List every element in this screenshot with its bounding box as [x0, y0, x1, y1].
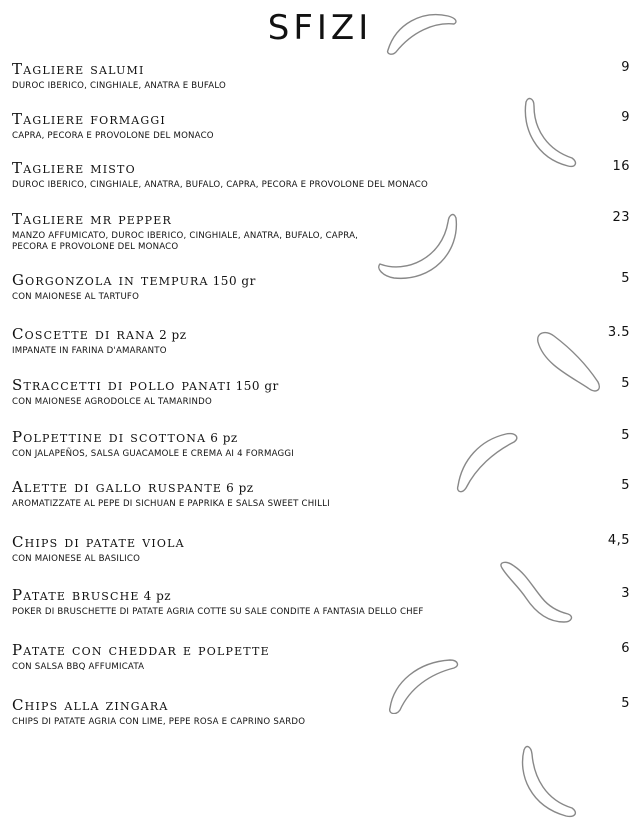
chili-pepper-icon	[516, 744, 586, 822]
chili-pepper-icon	[496, 560, 574, 626]
item-price: 5	[621, 428, 630, 443]
item-description: CHIPS DI PATATE AGRIA CON LIME, PEPE ROSA E CAPRINO SARDO	[12, 717, 306, 727]
item-price: 6	[621, 641, 630, 656]
item-price: 5	[621, 478, 630, 493]
item-description: POKER DI BRUSCHETTE DI PATATE AGRIA COTTE SU SALE CONDITE A FANTASIA DELLO CHEF	[12, 607, 424, 617]
item-description: CAPRA, PECORA E PROVOLONE DEL MONACO	[12, 131, 214, 141]
item-price: 5	[621, 696, 630, 711]
item-description: AROMATIZZATE AL PEPE DI SICHUAN E PAPRIKA E SALSA SWEET CHILLI	[12, 499, 330, 509]
chili-pepper-icon	[376, 208, 462, 284]
item-name: Tagliere formaggi	[12, 110, 166, 128]
item-name: Chips di patate viola	[12, 533, 185, 551]
item-name: Gorgonzola in tempura 150 gr	[12, 271, 256, 289]
item-name: Tagliere mr pepper	[12, 210, 172, 228]
item-description: CON JALAPEÑOS, SALSA GUACAMOLE E CREMA AI 4 FORMAGGI	[12, 449, 294, 459]
item-name: Chips alla zingara	[12, 696, 169, 714]
menu-item	[12, 271, 630, 303]
item-price: 5	[621, 271, 630, 286]
item-price: 16	[612, 159, 630, 174]
item-description: CON MAIONESE AGRODOLCE AL TAMARINDO	[12, 397, 212, 407]
item-description: DUROC IBERICO, CINGHIALE, ANATRA E BUFALO	[12, 81, 226, 91]
item-price: 9	[621, 60, 630, 75]
chili-pepper-icon	[452, 430, 524, 494]
item-description: CON MAIONESE AL BASILICO	[12, 554, 141, 564]
menu-item	[12, 641, 630, 673]
chili-pepper-icon	[382, 6, 462, 56]
item-description: CON MAIONESE AL TARTUFO	[12, 292, 140, 302]
chili-pepper-icon	[518, 96, 580, 176]
item-price: 23	[612, 210, 630, 225]
item-price: 9	[621, 110, 630, 125]
chili-pepper-icon	[384, 652, 464, 714]
menu-item	[12, 478, 630, 510]
page-title: SFIZI	[267, 8, 373, 48]
item-description: IMPANATE IN FARINA D'AMARANTO	[12, 346, 167, 356]
item-description: CON SALSA BBQ AFFUMICATA	[12, 662, 145, 672]
item-name: Tagliere misto	[12, 159, 136, 177]
menu-item	[12, 60, 630, 92]
item-price: 3.5	[607, 325, 630, 340]
item-description: MANZO AFFUMICATO, DUROC IBERICO, CINGHIALE, ANATRA, BUFALO, CAPRA, PECORA E PROVOLONE DEL MONACO	[12, 231, 359, 252]
item-name: Patate con cheddar e polpette	[12, 641, 270, 659]
item-description: DUROC IBERICO, CINGHIALE, ANATRA, BUFALO, CAPRA, PECORA E PROVOLONE DEL MONACO	[12, 180, 428, 190]
item-price: 3	[621, 586, 630, 601]
menu-item	[12, 428, 630, 460]
menu-item	[12, 696, 630, 728]
chili-pepper-icon	[532, 330, 604, 394]
item-name: Coscette di rana 2 pz	[12, 325, 187, 343]
menu-item	[12, 210, 630, 253]
item-price: 5	[621, 376, 630, 391]
item-name: Tagliere salumi	[12, 60, 145, 78]
item-name: Polpettine di scottona 6 pz	[12, 428, 238, 446]
item-price: 4,5	[607, 533, 630, 548]
item-name: Alette di gallo ruspante 6 pz	[12, 478, 254, 496]
item-name: Patate brusche 4 pz	[12, 586, 172, 604]
item-name: Straccetti di pollo panati 150 gr	[12, 376, 279, 394]
